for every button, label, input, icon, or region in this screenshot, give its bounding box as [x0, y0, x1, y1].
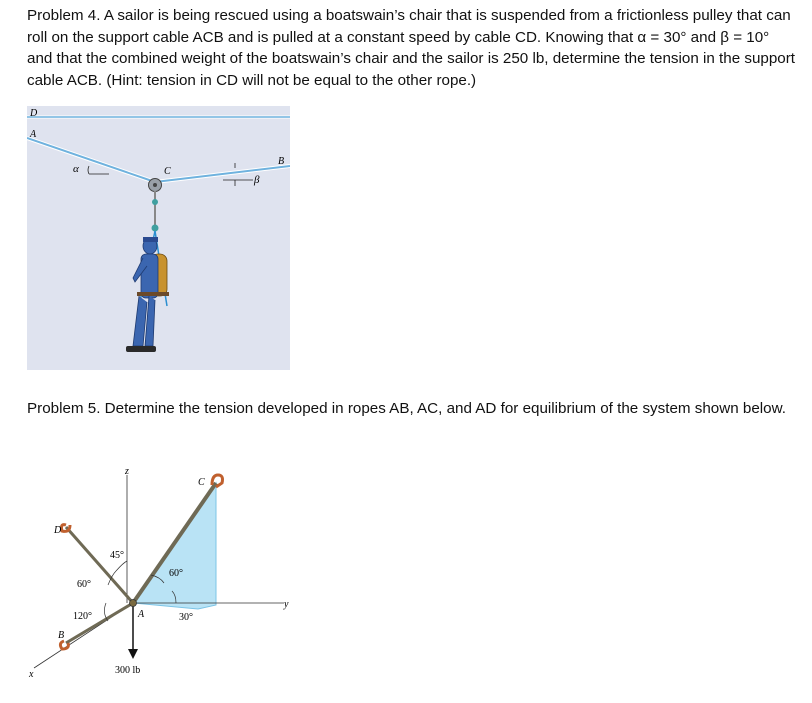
- label-angle-45: 45°: [110, 550, 124, 561]
- label-d: D: [30, 108, 38, 119]
- label-angle-120: 120°: [73, 611, 92, 622]
- label-c: C: [164, 166, 171, 177]
- label-c5: C: [198, 477, 205, 488]
- label-y: y: [284, 599, 289, 610]
- label-angle-60-left: 60°: [77, 579, 91, 590]
- label-b5: B: [58, 630, 65, 641]
- load-arrow: [128, 649, 138, 659]
- rope-system-figure: [26, 463, 296, 693]
- problem-5-text: Problem 5. Determine the tension developed in ropes AB, AC, and AD for equilibrium of the system shown below.: [27, 400, 786, 417]
- arc-45: [116, 561, 127, 571]
- label-angle-60-right: 60°: [169, 568, 183, 579]
- label-d5: D: [54, 525, 62, 536]
- figure-background: [27, 106, 290, 370]
- label-z: z: [125, 466, 129, 477]
- problem-4-text: Problem 4. A sailor is being rescued using a boatswain’s chair that is suspended from a frictionless pulley that can roll on the support cable ACB and is pulled at a constant speed by cable CD. Knowing that α = 30° and β = 10° and that the combined weight of the boatswain’s chair and the sailor is 250 lb, determine the tension in the support cable ACB. (Hint: tension in CD will not be equal to the other rope.): [27, 7, 796, 89]
- label-b: B: [278, 156, 285, 167]
- boatswain-chair-figure: [27, 106, 290, 370]
- label-x: x: [29, 669, 34, 680]
- rope-ab: [66, 603, 133, 643]
- chair-seat: [137, 292, 169, 296]
- label-a5: A: [138, 609, 145, 620]
- label-load: 300 lb: [115, 665, 141, 676]
- label-a: A: [30, 129, 37, 140]
- rope-ad: [66, 527, 133, 603]
- label-beta: β: [254, 174, 260, 186]
- label-alpha: α: [73, 163, 79, 175]
- point-a: [130, 600, 137, 607]
- label-angle-30: 30°: [179, 612, 193, 623]
